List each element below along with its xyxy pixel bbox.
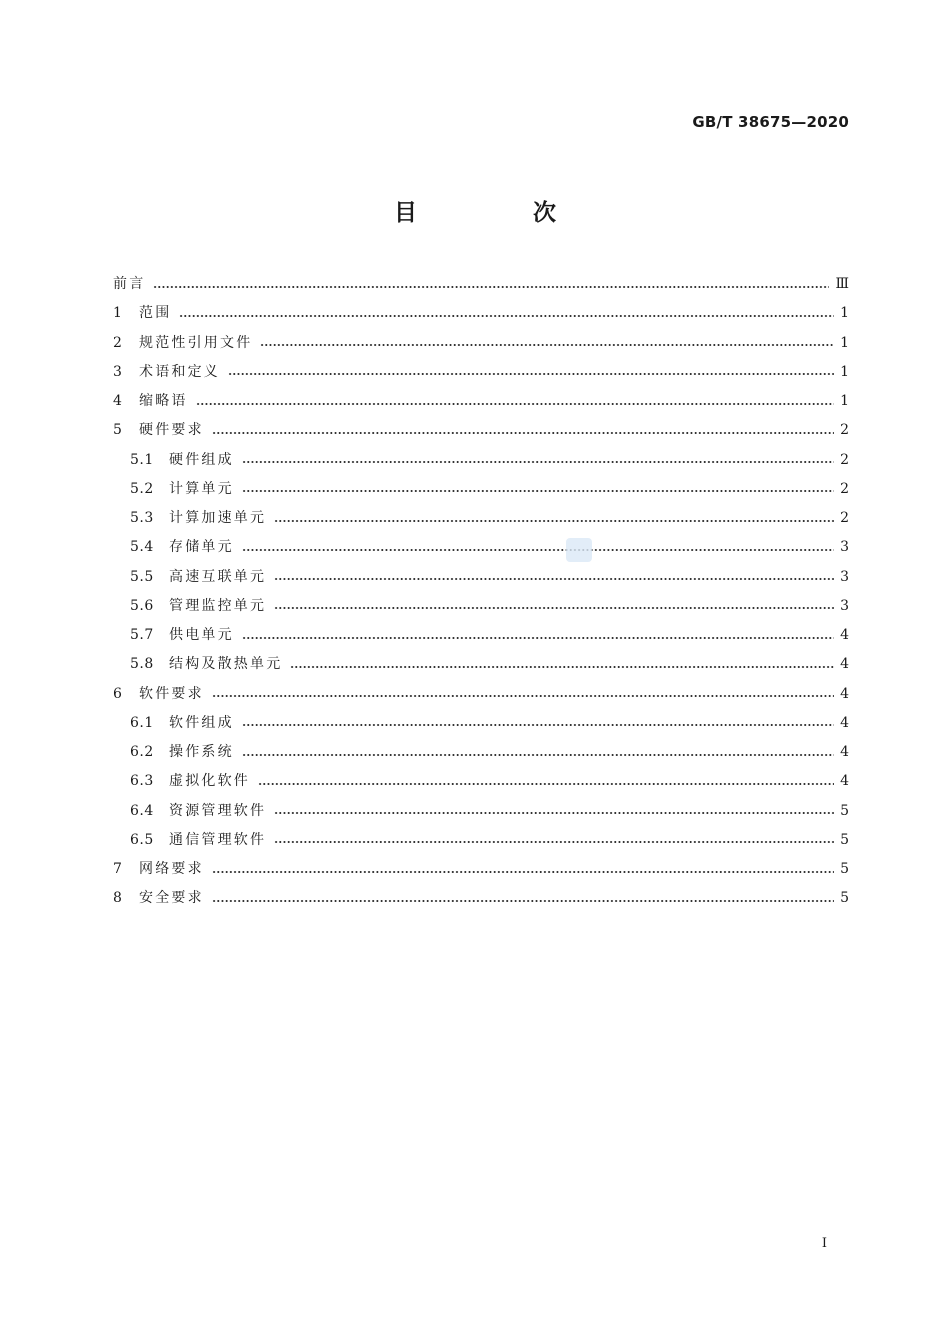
toc-entry[interactable]	[113, 855, 849, 884]
toc-entry-number: 5.1	[130, 451, 154, 468]
toc-entry[interactable]	[113, 446, 849, 475]
toc-entry-label: 虚拟化软件	[169, 773, 250, 790]
toc-entry-number: 5.7	[130, 627, 154, 644]
toc-entry-number: 6.5	[130, 831, 154, 848]
toc-entry-page: 4	[840, 656, 849, 673]
toc-entry[interactable]	[113, 767, 849, 796]
toc-dot-leader	[274, 520, 834, 522]
toc-entry[interactable]	[113, 680, 849, 709]
toc-entry-label: 网络要求	[139, 861, 204, 878]
toc-entry[interactable]	[113, 563, 849, 592]
toc-title: 目 次	[393, 200, 610, 226]
toc-entry[interactable]	[113, 650, 849, 679]
toc-entry[interactable]	[113, 592, 849, 621]
toc-entry[interactable]	[113, 358, 849, 387]
toc-entry-page: 4	[840, 744, 849, 761]
toc-dot-leader	[274, 578, 834, 580]
toc-dot-leader	[242, 490, 834, 492]
toc-dot-leader	[274, 607, 834, 609]
toc-dot-leader	[260, 344, 834, 346]
toc-entry-label: 范围	[139, 305, 172, 322]
toc-entry-label: 硬件组成	[169, 451, 234, 468]
toc-entry-number: 5	[113, 422, 123, 439]
toc-entry-number: 6.1	[130, 714, 154, 731]
toc-entry-page: 3	[840, 568, 849, 585]
toc-entry-label: 供电单元	[169, 627, 234, 644]
toc-entry-label: 软件组成	[169, 714, 234, 731]
toc-entry-label: 缩略语	[139, 393, 188, 410]
toc-entry-page: 5	[840, 890, 849, 907]
toc-dot-leader	[228, 373, 834, 375]
toc-entry-label: 操作系统	[169, 744, 234, 761]
toc-entry-label: 前言	[113, 276, 146, 293]
toc-entry-number: 7	[113, 861, 123, 878]
toc-dot-leader	[212, 432, 834, 434]
toc-entry[interactable]	[113, 387, 849, 416]
toc-entry-label: 安全要求	[139, 890, 204, 907]
toc-dot-leader	[242, 461, 834, 463]
toc-entry-page: 5	[840, 802, 849, 819]
toc-entry-page: 4	[840, 627, 849, 644]
toc-entry-number: 2	[113, 334, 123, 351]
toc-entry-number: 5.2	[130, 480, 154, 497]
toc-dot-leader	[258, 783, 834, 785]
toc-entry-number: 5.8	[130, 656, 154, 673]
toc-entry-label: 存储单元	[169, 539, 234, 556]
toc-entry-label: 通信管理软件	[169, 831, 267, 848]
toc-entry-number: 5.6	[130, 597, 154, 614]
toc-dot-leader	[290, 666, 834, 668]
toc-entry-label: 规范性引用文件	[139, 334, 253, 351]
toc-entry[interactable]	[113, 299, 849, 328]
page-number: Ⅰ	[821, 1236, 827, 1251]
toc-entry[interactable]	[113, 738, 849, 767]
toc-entry-label: 计算加速单元	[169, 510, 267, 527]
toc-dot-leader	[242, 724, 834, 726]
toc-entry-label: 硬件要求	[139, 422, 204, 439]
toc-entry-page: Ⅲ	[835, 276, 849, 293]
watermark-logo-icon	[566, 538, 592, 562]
toc-entry[interactable]	[113, 416, 849, 445]
toc-entry-page: 5	[840, 831, 849, 848]
toc-entry-number: 6.2	[130, 744, 154, 761]
toc-entry-number: 6.3	[130, 773, 154, 790]
toc-entry[interactable]	[113, 533, 849, 562]
toc-entry-number: 1	[113, 305, 123, 322]
toc-entry-number: 5.3	[130, 510, 154, 527]
toc-dot-leader	[242, 754, 834, 756]
toc-entry-page: 5	[840, 861, 849, 878]
toc-entry-number: 6	[113, 685, 123, 702]
toc-entry[interactable]	[113, 826, 849, 855]
toc-entry[interactable]	[113, 621, 849, 650]
toc-dot-leader	[212, 900, 834, 902]
toc-entry-page: 2	[840, 422, 849, 439]
toc-dot-leader	[274, 841, 834, 843]
toc-entry-label: 管理监控单元	[169, 597, 267, 614]
toc-entry-page: 1	[840, 334, 849, 351]
toc-entry-number: 5.4	[130, 539, 154, 556]
toc-entry-number: 5.5	[130, 568, 154, 585]
toc-entry-page: 4	[840, 714, 849, 731]
toc-dot-leader	[242, 637, 834, 639]
toc-entry-label: 术语和定义	[139, 363, 220, 380]
standard-number: GB/T 38675—2020	[692, 113, 849, 131]
toc-entry-number: 8	[113, 890, 123, 907]
toc-entry-number: 3	[113, 363, 123, 380]
toc-entry-page: 3	[840, 597, 849, 614]
toc-dot-leader	[274, 812, 834, 814]
toc-entry-number: 6.4	[130, 802, 154, 819]
toc-dot-leader	[242, 549, 834, 551]
toc-entry[interactable]	[113, 709, 849, 738]
table-of-contents	[113, 270, 849, 914]
toc-entry-label: 软件要求	[139, 685, 204, 702]
toc-dot-leader	[212, 695, 834, 697]
toc-entry[interactable]	[113, 504, 849, 533]
toc-entry-page: 2	[840, 480, 849, 497]
toc-entry-page: 1	[840, 305, 849, 322]
toc-entry-page: 2	[840, 451, 849, 468]
toc-dot-leader	[212, 871, 834, 873]
toc-entry-page: 2	[840, 510, 849, 527]
toc-entry-page: 4	[840, 773, 849, 790]
toc-entry-label: 高速互联单元	[169, 568, 267, 585]
toc-entry-label: 计算单元	[169, 480, 234, 497]
toc-entry[interactable]	[113, 475, 849, 504]
toc-entry-page: 3	[840, 539, 849, 556]
toc-entry-page: 4	[840, 685, 849, 702]
toc-entry-label: 资源管理软件	[169, 802, 267, 819]
toc-entry-page: 1	[840, 363, 849, 380]
toc-entry[interactable]	[113, 884, 849, 913]
toc-dot-leader	[179, 315, 834, 317]
toc-entry-label: 结构及散热单元	[169, 656, 283, 673]
toc-entry[interactable]	[113, 270, 849, 299]
toc-entry-page: 1	[840, 393, 849, 410]
toc-entry[interactable]	[113, 329, 849, 358]
toc-dot-leader	[153, 286, 829, 288]
toc-entry-number: 4	[113, 393, 123, 410]
toc-entry[interactable]	[113, 797, 849, 826]
toc-dot-leader	[196, 403, 834, 405]
